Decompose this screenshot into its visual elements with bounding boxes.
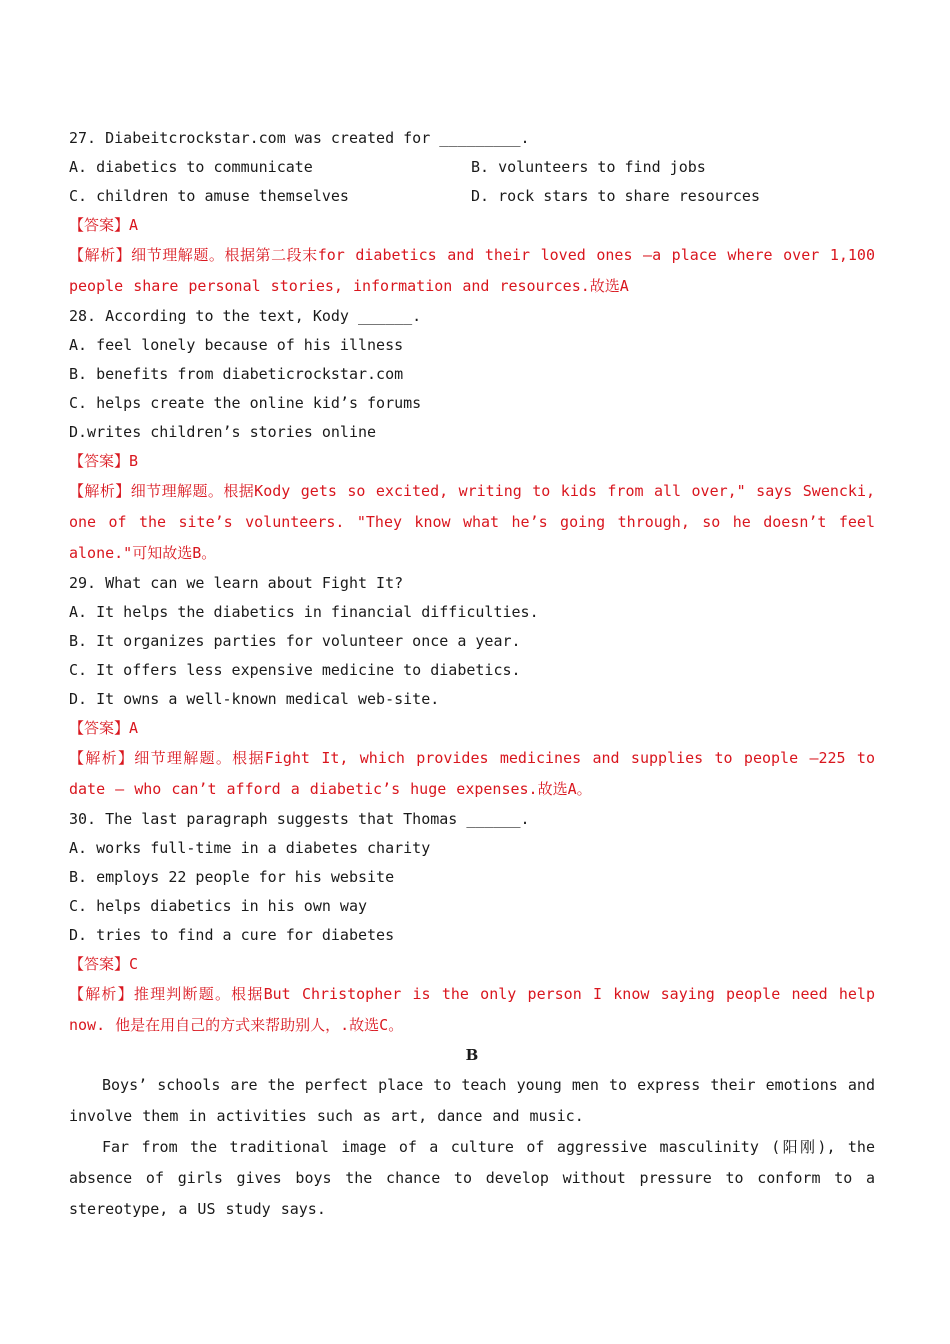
option-b: B. employs 22 people for his website [69,868,395,886]
question-28-stem: 28. According to the text, Kody ______. [69,307,422,325]
question-27-stem: 27. Diabeitcrockstar.com was created for _________. [69,129,530,147]
passage-paragraph-1: Boys’ schools are the perfect place to teach young men to express their emotions and involve them in activities such as art, dance and music. [69,1076,875,1125]
option-d: D.writes children’s stories online [69,423,377,441]
option-b: B. It organizes parties for volunteer once a year. [69,632,521,650]
question-30-answer: 【答案】C [69,955,139,973]
option-d: D. tries to find a cure for diabetes [69,926,395,944]
question-27-options-row-2 [69,182,875,211]
option-b: B. benefits from diabeticrockstar.com [69,365,404,383]
section-heading: B [465,1046,479,1064]
question-29-answer: 【答案】A [69,719,139,737]
question-27-analysis: 【解析】细节理解题。根据第二段末for diabetics and their loved ones —a place where over 1,100 people share personal stories, information and resources.故选A [69,246,875,295]
question-29-stem: 29. What can we learn about Fight It? [69,574,404,592]
question-28-analysis: 【解析】细节理解题。根据Kody gets so excited, writing to kids from all over," says Swencki, one of the site’s volunteers. "They know what he’s going through, so he doesn’t feel alone."可知故选B。 [69,482,875,562]
question-27-answer: 【答案】A [69,216,139,234]
passage-paragraph-2: Far from the traditional image of a culture of aggressive masculinity (阳刚), the absence of girls gives boys the chance to develop without pressure to conform to a stereotype, a US study says. [69,1138,875,1218]
option-c: C. It offers less expensive medicine to diabetics. [69,661,521,679]
option-a: A. diabetics to communicate [69,158,313,176]
option-a: A. It helps the diabetics in financial difficulties. [69,603,539,621]
option-b: B. volunteers to find jobs [471,158,706,176]
option-c: C. helps diabetics in his own way [69,897,368,915]
option-c: C. helps create the online kid’s forums [69,394,422,412]
question-30-analysis: 【解析】推理判断题。根据But Christopher is the only person I know saying people need help now. 他是在用自己的方式来帮助别人，.故选C。 [69,985,875,1034]
question-27-options-row-1 [69,153,875,182]
option-c: C. children to amuse themselves [69,187,349,205]
option-d: D. rock stars to share resources [471,187,760,205]
question-30-stem: 30. The last paragraph suggests that Thomas ______. [69,810,530,828]
option-a: A. works full-time in a diabetes charity [69,839,431,857]
option-d: D. It owns a well-known medical web-site. [69,690,440,708]
option-a: A. feel lonely because of his illness [69,336,404,354]
document-page [69,124,875,1225]
question-28-answer: 【答案】B [69,452,139,470]
question-29-analysis: 【解析】细节理解题。根据Fight It, which provides medicines and supplies to people —225 to date — who can’t afford a diabetic’s huge expenses.故选A。 [69,749,875,798]
